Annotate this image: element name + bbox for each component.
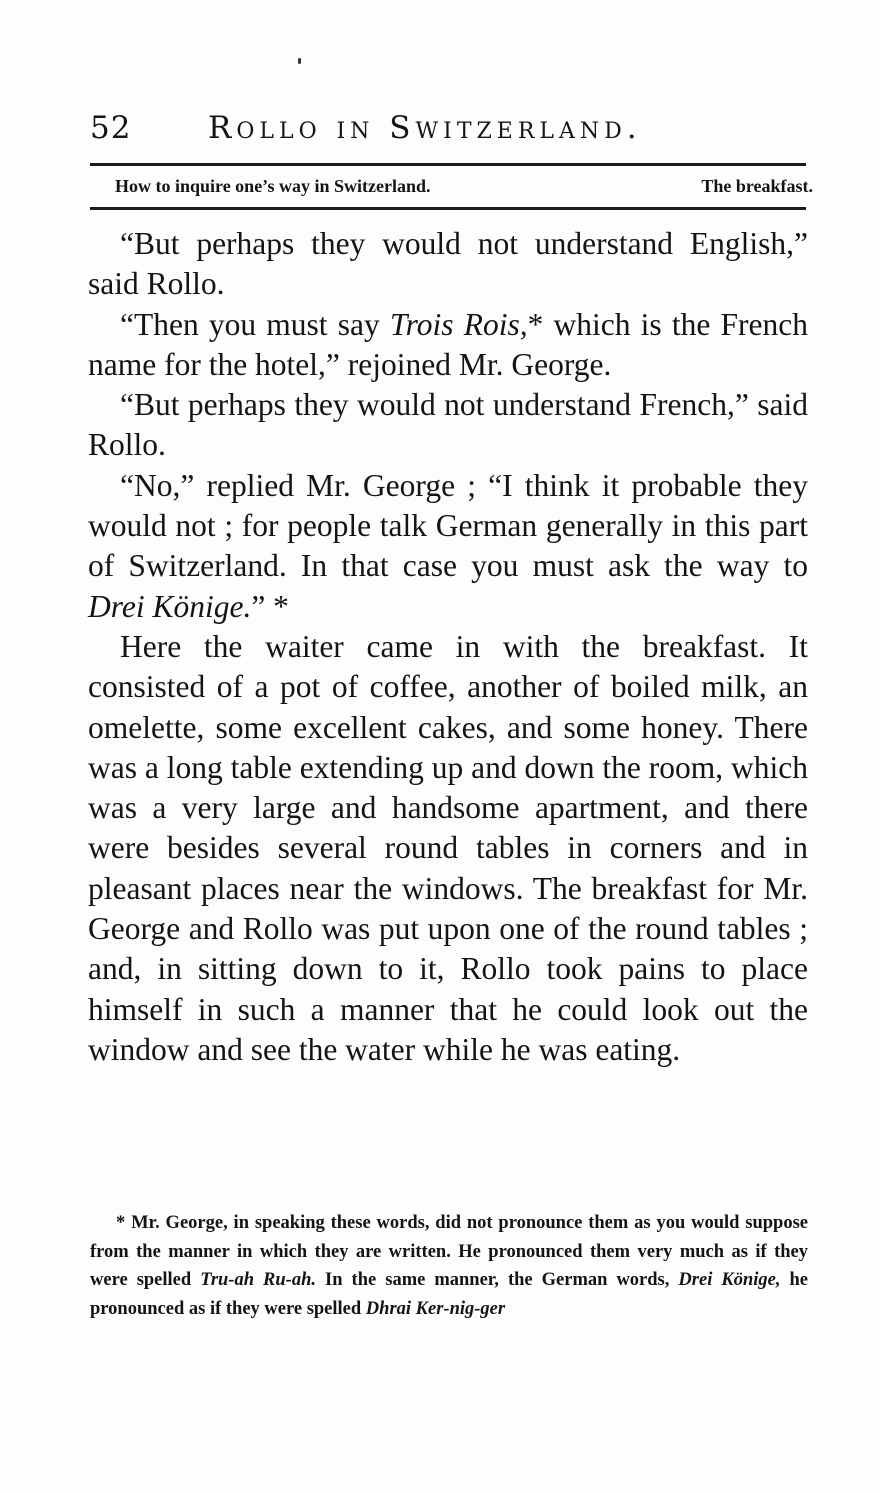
footnote <box>90 1209 808 1323</box>
ink-speck <box>298 58 301 64</box>
italic-term: Trois Rois, <box>389 306 528 342</box>
footnote-italic: Dhrai Ker-nig-ger <box>365 1298 506 1319</box>
header-rule-bottom <box>90 207 806 210</box>
paragraph <box>88 385 808 466</box>
footnote-text: In the same manner, the German words, <box>316 1270 679 1290</box>
paragraph <box>88 466 808 627</box>
footnote-text: * Mr. George, in speaking these words, did not pronounce them as you would suppose from the manner in which they are written. He pronounced them very much as if they were spelled <box>90 1213 808 1290</box>
subheading-right: The breakfast. <box>701 176 813 196</box>
footnote-paragraph <box>90 1209 808 1323</box>
paragraph-text: ” * <box>251 588 289 624</box>
header-rule-top <box>90 163 806 166</box>
footnote-italic: Tru-ah Ru-ah. <box>200 1270 316 1290</box>
running-title: Rollo in Switzerland. <box>208 110 642 146</box>
footnote-italic: Drei Könige, <box>678 1270 781 1290</box>
paragraph <box>88 224 808 305</box>
paragraph-text: “No,” replied Mr. George ; “I think it probable they would not ; for people talk German generally in this part of Switzerland. In that case you must ask the way to <box>88 467 808 584</box>
italic-term: Drei Könige. <box>88 588 252 624</box>
paragraph-text: “But perhaps they would not understand French,” said Rollo. <box>88 387 808 463</box>
page-number: 52 <box>90 110 132 146</box>
subheading-left: How to inquire one’s way in Switzerland. <box>115 176 431 196</box>
paragraph-text: Here the waiter came in with the breakfast. It consisted of a pot of coffee, another of boiled milk, an omelette, some excellent cakes, and some honey. There was a long table extending up and down the room, which was a very large and handsome apartment, and there were besides several round tables in corners and in pleasant places near the windows. The breakfast for Mr. George and Rollo was put upon one of the round tables ; and, in sitting down to it, Rollo took pains to place himself in such a manner that he could look out the window and see the water while he was eating. <box>88 628 808 1067</box>
paragraph-text: “But perhaps they would not understand English,” said Rollo. <box>88 226 808 302</box>
body-text <box>88 224 808 1070</box>
page-header <box>90 105 806 151</box>
paragraph <box>88 305 808 386</box>
paragraph <box>88 627 808 1070</box>
footnote-text: he pronounced as if they were spelled <box>90 1270 808 1319</box>
section-subheadings <box>115 171 813 201</box>
paragraph-text: “Then you must say <box>120 306 390 342</box>
paragraph-text: * which is the French name for the hotel,” rejoined Mr. George. <box>88 306 808 382</box>
